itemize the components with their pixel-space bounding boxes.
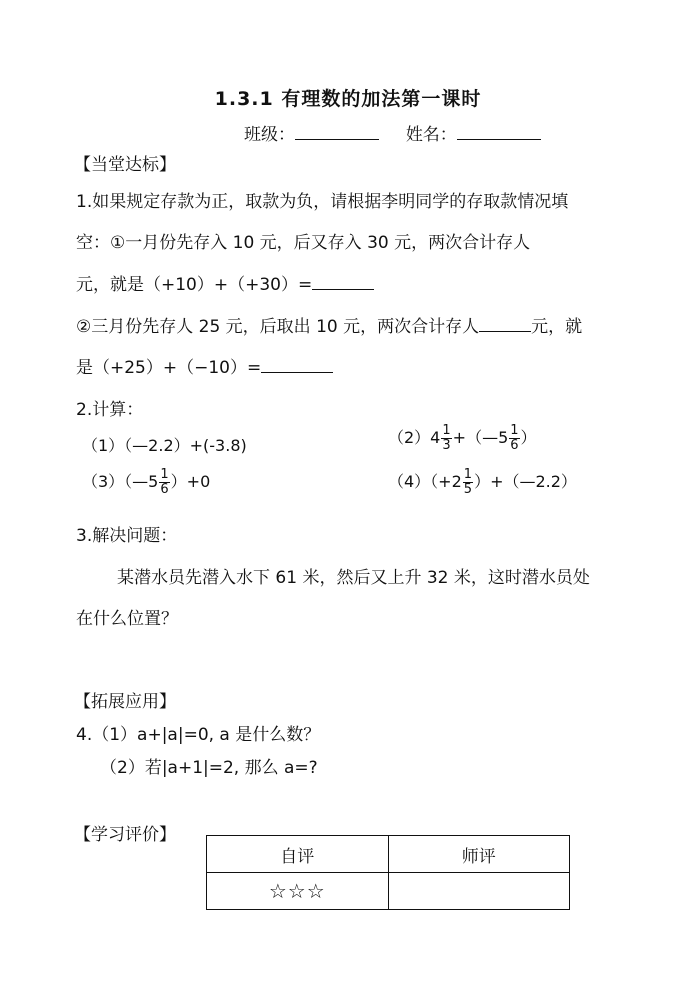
teacher-eval-cell: [388, 873, 570, 910]
q2-part3: （3）（—5 $\frac{1}{6}$ ）+0: [82, 467, 211, 497]
fraction: $\frac{1}{3}$: [442, 423, 451, 453]
self-eval-header: 自评: [207, 836, 389, 873]
q4-line2: （2）若|a+1|=2, 那么 a=?: [100, 758, 318, 778]
section-evaluation: 【学习评价】: [74, 825, 176, 845]
q2-part2: （2）4 $\frac{1}{3}$ +（—5 $\frac{1}{6}$ ）: [388, 423, 537, 453]
answer-blank: [261, 357, 333, 373]
q1-line4a: ②三月份先存人 25 元，后取出 10 元，两次合计存人: [76, 317, 480, 337]
q1-line1: 1.如果规定存款为正，取款为负，请根据李明同学的存取款情况填: [76, 192, 569, 212]
section-practice: 【当堂达标】: [74, 155, 176, 175]
table-row: [207, 836, 570, 873]
q1-line4b: 元，就: [531, 317, 583, 337]
answer-blank: [312, 274, 374, 290]
class-blank: [295, 123, 379, 140]
q2-part1: （1）（—2.2）+(-3.8): [82, 436, 247, 455]
q1-line2: 空：①一月份先存入 10 元，后又存入 30 元，两次合计存人: [76, 233, 531, 253]
answer-blank: [479, 316, 531, 332]
fraction: $\frac{1}{6}$: [160, 467, 169, 497]
q1-line3: 元，就是（+10）+（+30）=: [76, 275, 313, 295]
q2-part4: （4）（+2 $\frac{1}{5}$ ）+（—2.2）: [388, 467, 577, 497]
evaluation-table: [206, 835, 570, 910]
q1-line5-wrap: [76, 353, 333, 378]
q1-line3-wrap: [76, 270, 374, 295]
section-extension: 【拓展应用】: [74, 692, 176, 712]
q1-line5: 是（+25）+（−10）=: [76, 358, 262, 378]
fraction: $\frac{1}{5}$: [463, 467, 473, 497]
q3-heading: 3.解决问题：: [76, 526, 178, 546]
q1-line4-wrap: [76, 312, 582, 337]
self-eval-stars: ☆☆☆: [207, 873, 389, 910]
name-label: 姓名：: [405, 125, 457, 145]
class-label: 班级：: [244, 125, 295, 145]
q3-line1: 某潜水员先潜入水下 61 米，然后又上升 32 米，这时潜水员处: [117, 568, 590, 588]
q2-heading: 2.计算：: [76, 400, 144, 420]
teacher-eval-header: 师评: [388, 836, 570, 873]
page-title: 1.3.1 有理数的加法第一课时: [214, 88, 482, 110]
name-blank: [457, 123, 541, 140]
fraction: $\frac{1}{6}$: [510, 423, 519, 453]
table-row: [207, 873, 570, 910]
q4-line1: 4.（1）a+|a|=0, a 是什么数？: [76, 725, 321, 745]
student-info: [244, 120, 541, 145]
q3-line2: 在什么位置？: [76, 609, 178, 629]
